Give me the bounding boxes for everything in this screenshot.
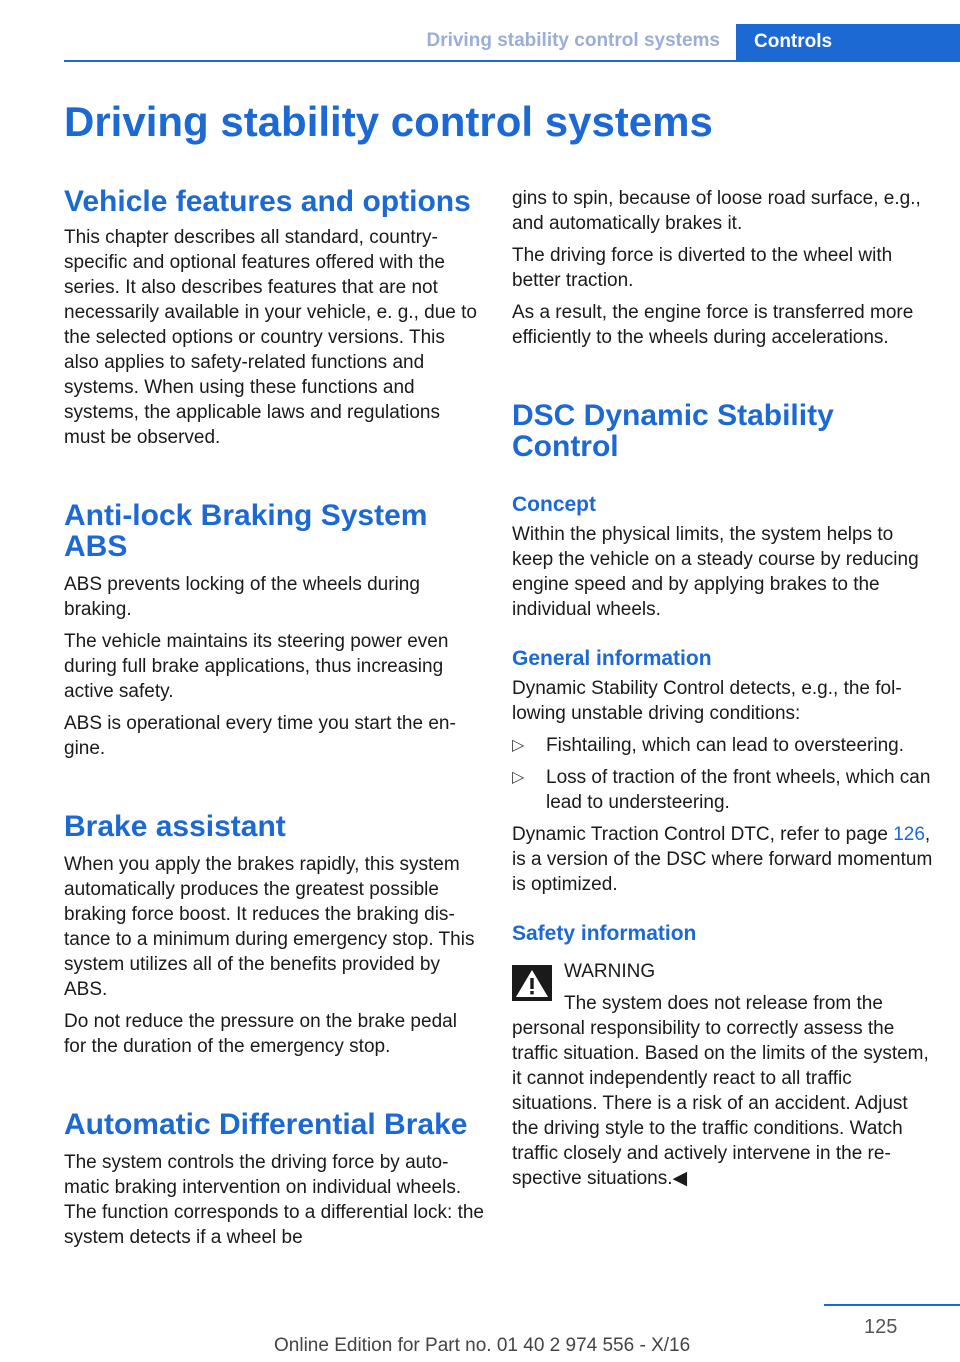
- condition-list: [512, 733, 934, 815]
- paragraph-abs-1: ABS prevents locking of the wheels during braking.: [64, 574, 420, 620]
- heading-abs: Anti-lock Braking System ABS: [64, 499, 428, 563]
- list-item: [512, 765, 934, 815]
- footer-edition: Online Edition for Part no. 01 40 2 974 556 - X/16: [274, 1335, 691, 1356]
- heading-general-information: General information: [512, 647, 712, 670]
- left-column: [64, 186, 484, 1257]
- heading-brake-assistant: Brake assistant: [64, 810, 286, 843]
- page-number: 125: [864, 1316, 898, 1338]
- paragraph-abs-2: The vehicle maintains its steering power even during full brake applications, thus increasing active safety.: [64, 631, 449, 702]
- page-header: [0, 0, 960, 62]
- footer-rule: [824, 1304, 960, 1306]
- right-column: [512, 186, 934, 1198]
- heading-concept: Concept: [512, 493, 596, 516]
- paragraph-abs-3: ABS is operational every time you start the engine.: [64, 713, 456, 759]
- warning-title: WARNING: [564, 961, 656, 982]
- paragraph-concept: Within the physical limits, the system helps to keep the vehicle on a steady course by reducing engine speed and by applying brakes to the individual wheels.: [512, 524, 919, 620]
- heading-dsc: DSC Dynamic Stability Control: [512, 399, 834, 463]
- header-tab-controls: [736, 24, 960, 62]
- paragraph-features: This chapter describes all standard, country-specific and optional features offered with the series. It also describes features that are not necessarily available in your vehicle, e. g., due to the selected options or country versions. This also applies to safety-related functions and systems. When using these functions and systems, the applicable laws and regulations must be observed.: [64, 227, 477, 448]
- warning-triangle-icon: [512, 965, 552, 1001]
- list-item-text: Fishtailing, which can lead to oversteering.: [546, 735, 905, 756]
- warning-text: [512, 991, 934, 1191]
- list-item: [512, 733, 934, 758]
- triangle-bullet-icon: ▷: [512, 737, 525, 754]
- paragraph-dtc: [512, 822, 934, 897]
- paragraph-adb-1-continued: gins to spin, because of loose road surface, e.g., and automatically brakes it.: [512, 188, 921, 234]
- paragraph-brake-1: When you apply the brakes rapidly, this system automatically produces the greatest possible braking force boost. It reduces the braking distance to a minimum during emergency stop. This system utilizes all of the benefits provided by ABS.: [64, 854, 475, 1000]
- paragraph-adb-1: The system controls the driving force by automatic braking intervention on individual wheels. The function corresponds to a differential lock: the system detects if a wheel be: [64, 1152, 485, 1248]
- paragraph-adb-2: The driving force is diverted to the wheel with better traction.: [512, 245, 893, 291]
- dtc-text-before: Dynamic Traction Control DTC, refer to page: [512, 824, 894, 845]
- list-item-text: Loss of traction of the front wheels, which can lead to understeering.: [546, 767, 931, 813]
- warning-block: [512, 959, 934, 1191]
- header-tab-label: Controls: [754, 31, 833, 52]
- heading-safety-information: Safety information: [512, 922, 697, 945]
- paragraph-brake-2: Do not reduce the pressure on the brake pedal for the duration of the emergency stop.: [64, 1011, 457, 1057]
- paragraph-general: Dynamic Stability Control detects, e.g., the following unstable driving conditions:: [512, 678, 902, 724]
- heading-automatic-differential-brake: Automatic Differential Brake: [64, 1108, 468, 1141]
- triangle-bullet-icon: ▷: [512, 769, 525, 786]
- heading-vehicle-features: Vehicle features and options: [64, 185, 471, 218]
- header-section-title: Driving stability control systems: [426, 30, 720, 51]
- warning-text-content: The system does not release from the personal responsibility to correctly assess the traffic situation. Based on the limits of the system, it cannot independently react to all traffic situations. There is a risk of an accident. Adjust the driving style to the traffic conditions. Watch traffic closely and actively intervene in the respective situations.◀: [512, 993, 929, 1189]
- header-rule: [64, 60, 960, 62]
- paragraph-adb-3: As a result, the engine force is transferred more efficiently to the wheels during accelerations.: [512, 302, 914, 348]
- dtc-text-after: , is a version of the DSC where forward momentum is optimized.: [512, 824, 933, 895]
- page-reference-link[interactable]: 126: [893, 824, 925, 845]
- page-title: Driving stability control systems: [64, 98, 713, 145]
